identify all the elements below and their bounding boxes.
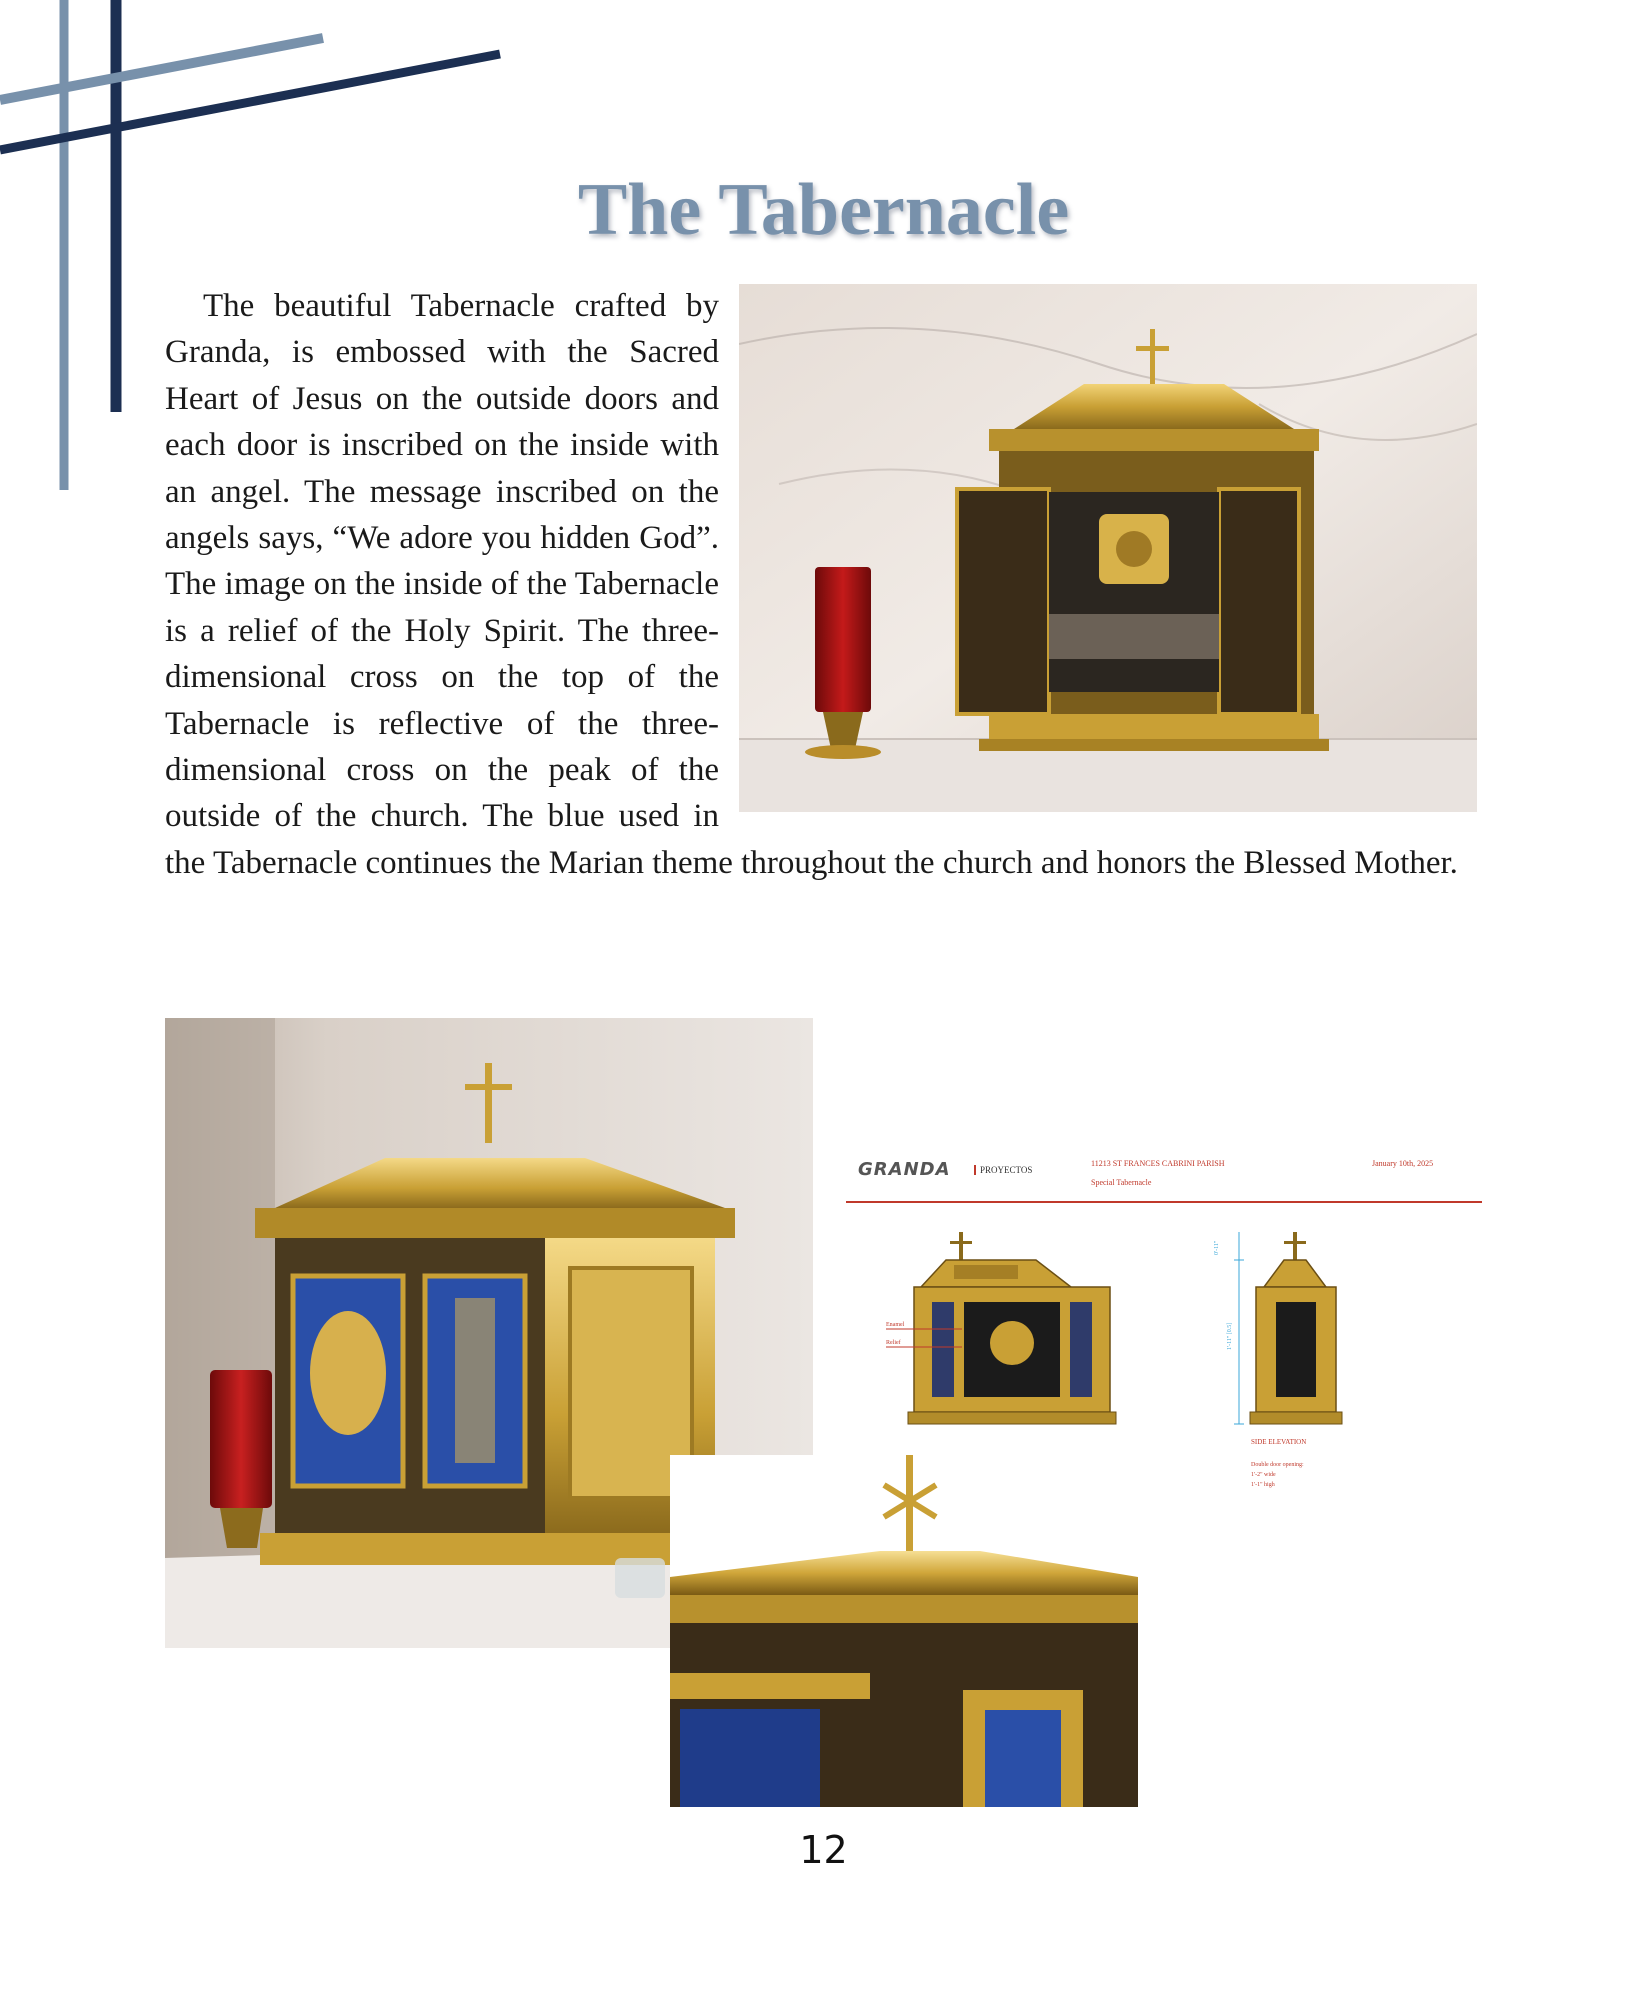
page-number: 12 bbox=[799, 1828, 848, 1872]
tabernacle-open-photo bbox=[739, 284, 1477, 812]
body-paragraph-block bbox=[165, 283, 1477, 886]
dimension-height: 1'-11" [0.5] bbox=[1227, 1322, 1233, 1350]
label-enamel: Enamel bbox=[886, 1322, 905, 1328]
side-elevation-label: SIDE ELEVATION bbox=[1251, 1438, 1307, 1446]
page-title: The Tabernacle bbox=[577, 169, 1070, 251]
granda-logo: GRANDA bbox=[858, 1159, 951, 1180]
door-note-1: Double door opening: bbox=[1251, 1462, 1304, 1468]
body-paragraph: The beautiful Tabernacle crafted by Granda, is embossed with the Sacred Heart of Jesus on the outside doors and each door is inscribed on the inside with an angel. The message inscribed on the angels says, “We adore you hidden God”. The image on the inside of the Tabernacle is a relief of the Holy Spirit. The three-dimensional cross on the top of the Tabernacle is reflective of the three-dimensional cross on the peak of the outside of the church. The blue used in the Tabernacle continues the Marian theme throughout the church and honors the Blessed Mother. bbox=[165, 288, 1458, 881]
drawing-parish: 11213 ST FRANCES CABRINI PARISH bbox=[1091, 1159, 1225, 1168]
door-note-3: 1'-1" high bbox=[1251, 1482, 1275, 1488]
label-relief: Relief bbox=[886, 1340, 901, 1346]
dimension-top: 0'-11" bbox=[1214, 1240, 1220, 1255]
granda-logo-sub: PROYECTOS bbox=[974, 1165, 1032, 1175]
door-note-2: 1'-2" wide bbox=[1251, 1472, 1276, 1478]
tabernacle-detail-photo bbox=[670, 1455, 1138, 1807]
drawing-date: January 10th, 2025 bbox=[1372, 1159, 1434, 1168]
drawing-subtitle: Special Tabernacle bbox=[1091, 1178, 1152, 1187]
